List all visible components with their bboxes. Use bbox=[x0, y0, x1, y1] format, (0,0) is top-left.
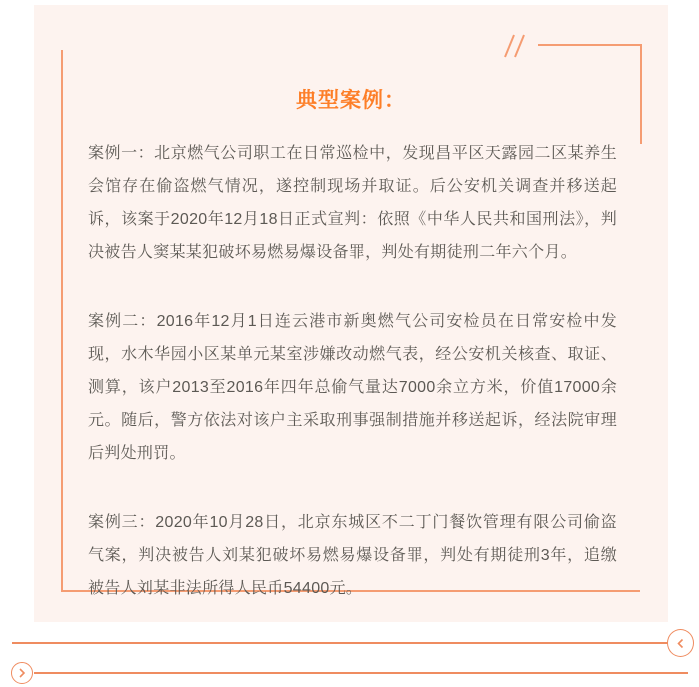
case-list bbox=[88, 137, 617, 641]
divider-line-bottom bbox=[34, 672, 688, 674]
case-card bbox=[34, 5, 668, 622]
frame-top-line bbox=[538, 44, 642, 46]
case-paragraph-3: 案例三：2020年10月28日，北京东城区不二丁门餐饮管理有限公司偷盗气案，判决被告人刘某犯破坏易燃易爆设备罪，判处有期徒刑3年，追缴被告人刘某非法所得人民币54400元。 bbox=[88, 514, 617, 597]
prev-button[interactable] bbox=[667, 629, 694, 657]
chevron-left-icon bbox=[675, 637, 686, 650]
case-paragraph-1: 案例一：北京燃气公司职工在日常巡检中，发现昌平区天露园二区某养生会馆存在偷盗燃气情况，遂控制现场并取证。后公安机关调查并移送起诉，该案于2020年12月18日正式宣判：依照《中华人民共和国刑法》，判决被告人窦某某犯破坏易燃易爆设备罪，判处有期徒刑二年六个月。 bbox=[88, 145, 617, 261]
next-button[interactable] bbox=[11, 662, 33, 684]
frame-left-line bbox=[61, 50, 63, 590]
chevron-right-icon bbox=[17, 667, 27, 679]
page-title: 典型案例： bbox=[296, 89, 406, 112]
double-slash-icon bbox=[500, 32, 534, 60]
case-paragraph-2: 案例二：2016年12月1日连云港市新奥燃气公司安检员在日常安检中发现，水木华园小区某单元某室涉嫌改动燃气表，经公安机关核查、取证、测算，该户2013至2016年四年总偷气量达7000余立方米，价值17000余元。随后，警方依法对该户主采取刑事强制措施并移送起诉，经法院审理后判处刑罚。 bbox=[88, 313, 617, 462]
divider-line-top bbox=[12, 642, 668, 644]
